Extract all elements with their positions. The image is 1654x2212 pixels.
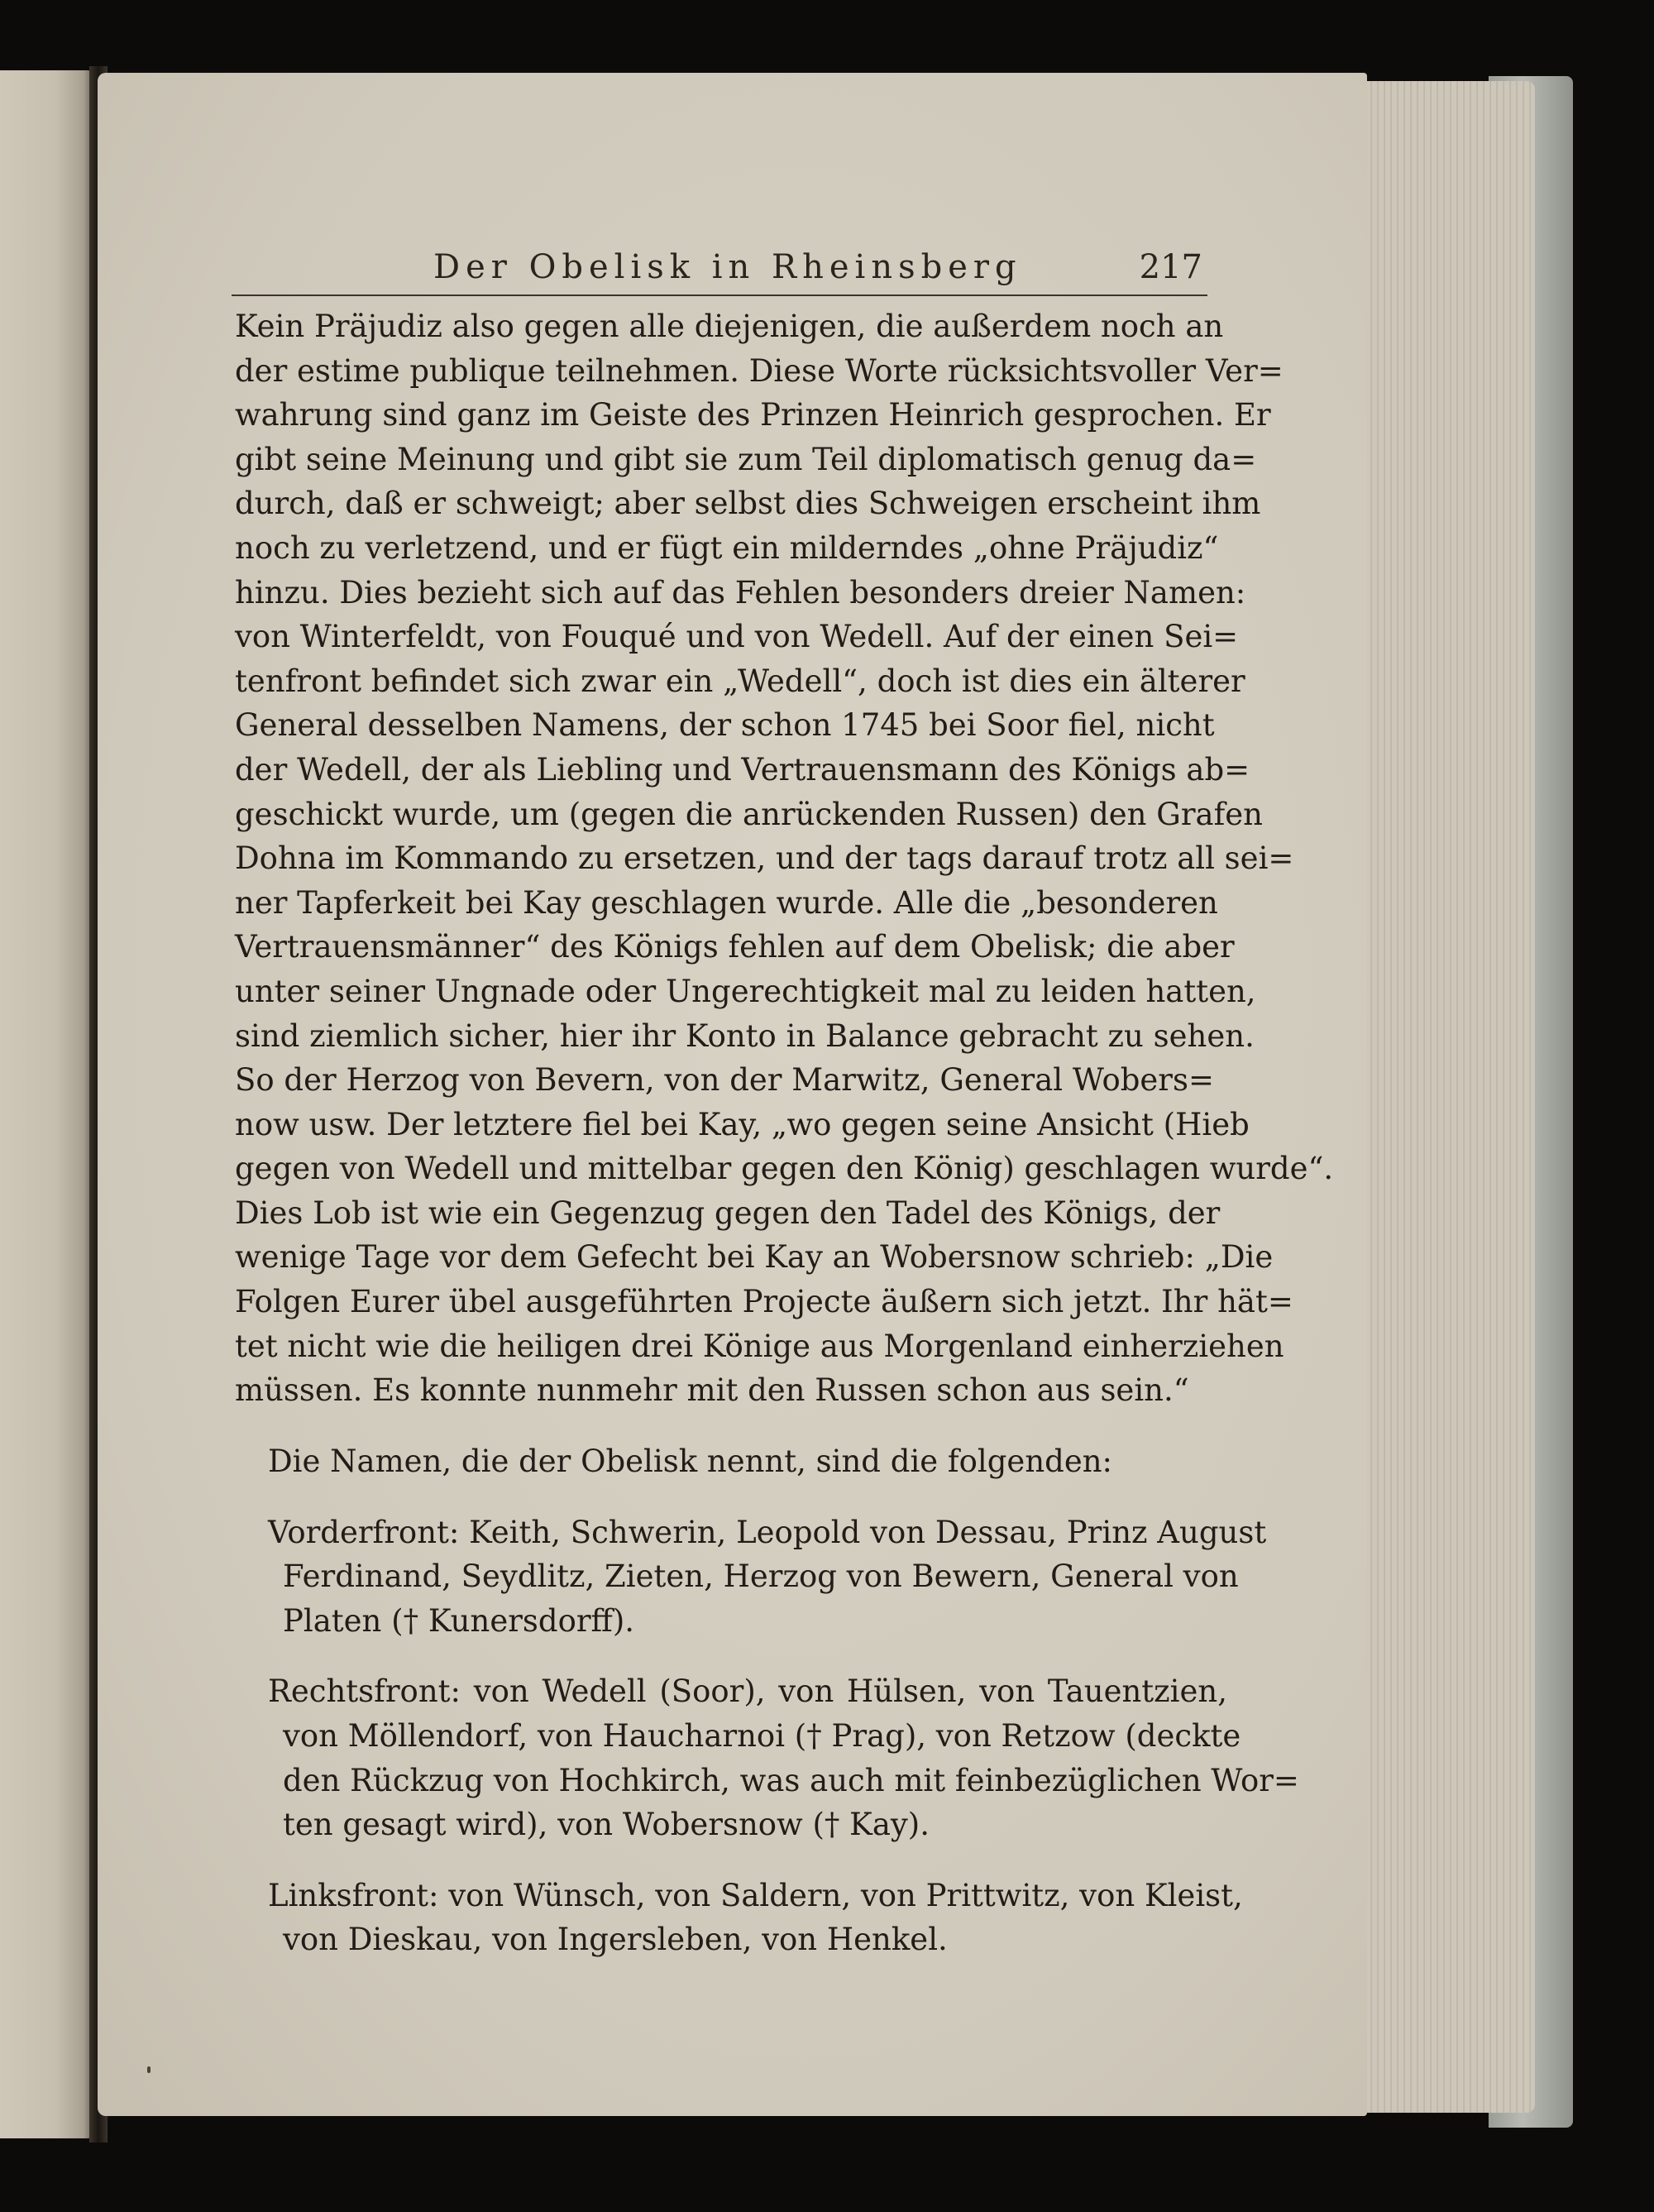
text-line: Folgen Eurer übel ausgeführten Projecte äußern sich jetzt. Ihr hät=	[235, 1284, 1293, 1320]
text-line: gibt seine Meinung und gibt sie zum Teil diplomatisch genug da=	[235, 441, 1257, 477]
book-page	[98, 73, 1367, 2116]
text-line: Dies Lob ist wie ein Gegenzug gegen den Tadel des Königs, der	[235, 1195, 1221, 1231]
obelisk-names-section	[235, 1439, 1299, 1962]
text-line: von Winterfeldt, von Fouqué und von Wedell. Auf der einen Sei=	[235, 619, 1239, 655]
text-line: tenfront befindet sich zwar ein „Wedell“, doch ist dies ein älterer	[235, 663, 1245, 699]
text-line: Kein Präjudiz also gegen alle diejenigen, die außerdem noch an	[235, 309, 1224, 344]
text-line: Linksfront: von Wünsch, von Saldern, von Prittwitz, von Kleist,	[268, 1877, 1243, 1913]
text-line: Vertrauensmänner“ des Königs fehlen auf dem Obelisk; die aber	[235, 929, 1235, 965]
text-line: von Dieskau, von Ingersleben, von Henkel.	[283, 1922, 948, 1958]
front-entry-linksfront	[235, 1874, 1243, 1962]
running-head	[232, 245, 1207, 296]
text-line: hinzu. Dies bezieht sich auf das Fehlen besonders dreier Namen:	[235, 574, 1246, 610]
names-intro: Die Namen, die der Obelisk nennt, sind die folgenden:	[268, 1444, 1113, 1479]
main-paragraph	[235, 304, 1334, 1413]
text-line: Rechtsfront: von Wedell (Soor), von Hülsen, von Tauentzien,	[268, 1673, 1227, 1710]
text-line: geschickt wurde, um (gegen die anrückenden Russen) den Grafen	[235, 796, 1263, 832]
text-line: den Rückzug von Hochkirch, was auch mit feinbezüglichen Wor=	[283, 1762, 1299, 1798]
text-line: wahrung sind ganz im Geiste des Prinzen Heinrich gesprochen. Er	[235, 397, 1271, 433]
page-edges	[1346, 81, 1535, 2113]
text-line: von Möllendorf, von Haucharnoi († Prag), von Retzow (deckte	[283, 1717, 1241, 1754]
text-line: noch zu verletzend, und er fügt ein milderndes „ohne Präjudiz“	[235, 529, 1219, 566]
text-line: tet nicht wie die heiligen drei Könige aus Morgenland einherziehen	[235, 1328, 1284, 1364]
text-line: müssen. Es konnte nunmehr mit den Russen schon aus sein.“	[235, 1372, 1189, 1409]
text-line: durch, daß er schweigt; aber selbst dies Schweigen erscheint ihm	[235, 486, 1261, 522]
text-line: General desselben Namens, der schon 1745 bei Soor fiel, nicht	[235, 707, 1215, 744]
front-entry-rechtsfront	[235, 1669, 1299, 1846]
text-line: Vorderfront: Keith, Schwerin, Leopold von Dessau, Prinz August	[268, 1514, 1267, 1550]
text-line: gegen von Wedell und mittelbar gegen den König) geschlagen wurde“.	[235, 1151, 1334, 1187]
page-number: 217	[1139, 248, 1202, 286]
text-line: So der Herzog von Bevern, von der Marwitz, General Wobers=	[235, 1062, 1214, 1099]
text-line: Dohna im Kommando zu ersetzen, und der tags darauf trotz all sei=	[235, 840, 1294, 877]
text-line: ten gesagt wird), von Wobersnow († Kay).	[283, 1807, 930, 1843]
text-line: ner Tapferkeit bei Kay geschlagen wurde. Alle die „besonderen	[235, 884, 1218, 921]
text-line: der Wedell, der als Liebling und Vertrauensmann des Königs ab=	[235, 751, 1250, 788]
text-line: unter seiner Ungnade oder Ungerechtigkeit mal zu leiden hatten,	[235, 973, 1256, 1009]
running-title: Der Obelisk in Rheinsberg	[433, 248, 1022, 286]
text-line: wenige Tage vor dem Gefecht bei Kay an Wobersnow schrieb: „Die	[235, 1239, 1274, 1276]
text-line: Ferdinand, Seydlitz, Zieten, Herzog von Bewern, General von	[283, 1558, 1239, 1595]
text-line: now usw. Der letztere fiel bei Kay, „wo gegen seine Ansicht (Hieb	[235, 1106, 1250, 1142]
text-line: sind ziemlich sicher, hier ihr Konto in Balance gebracht zu sehen.	[235, 1017, 1255, 1054]
front-entry-vorderfront	[235, 1511, 1267, 1644]
text-line: der estime publique teilnehmen. Diese Worte rücksichtsvoller Ver=	[235, 352, 1284, 389]
text-line: Platen († Kunersdorff).	[283, 1602, 635, 1639]
left-facing-page	[0, 70, 93, 2138]
paper-speck	[147, 2066, 151, 2073]
